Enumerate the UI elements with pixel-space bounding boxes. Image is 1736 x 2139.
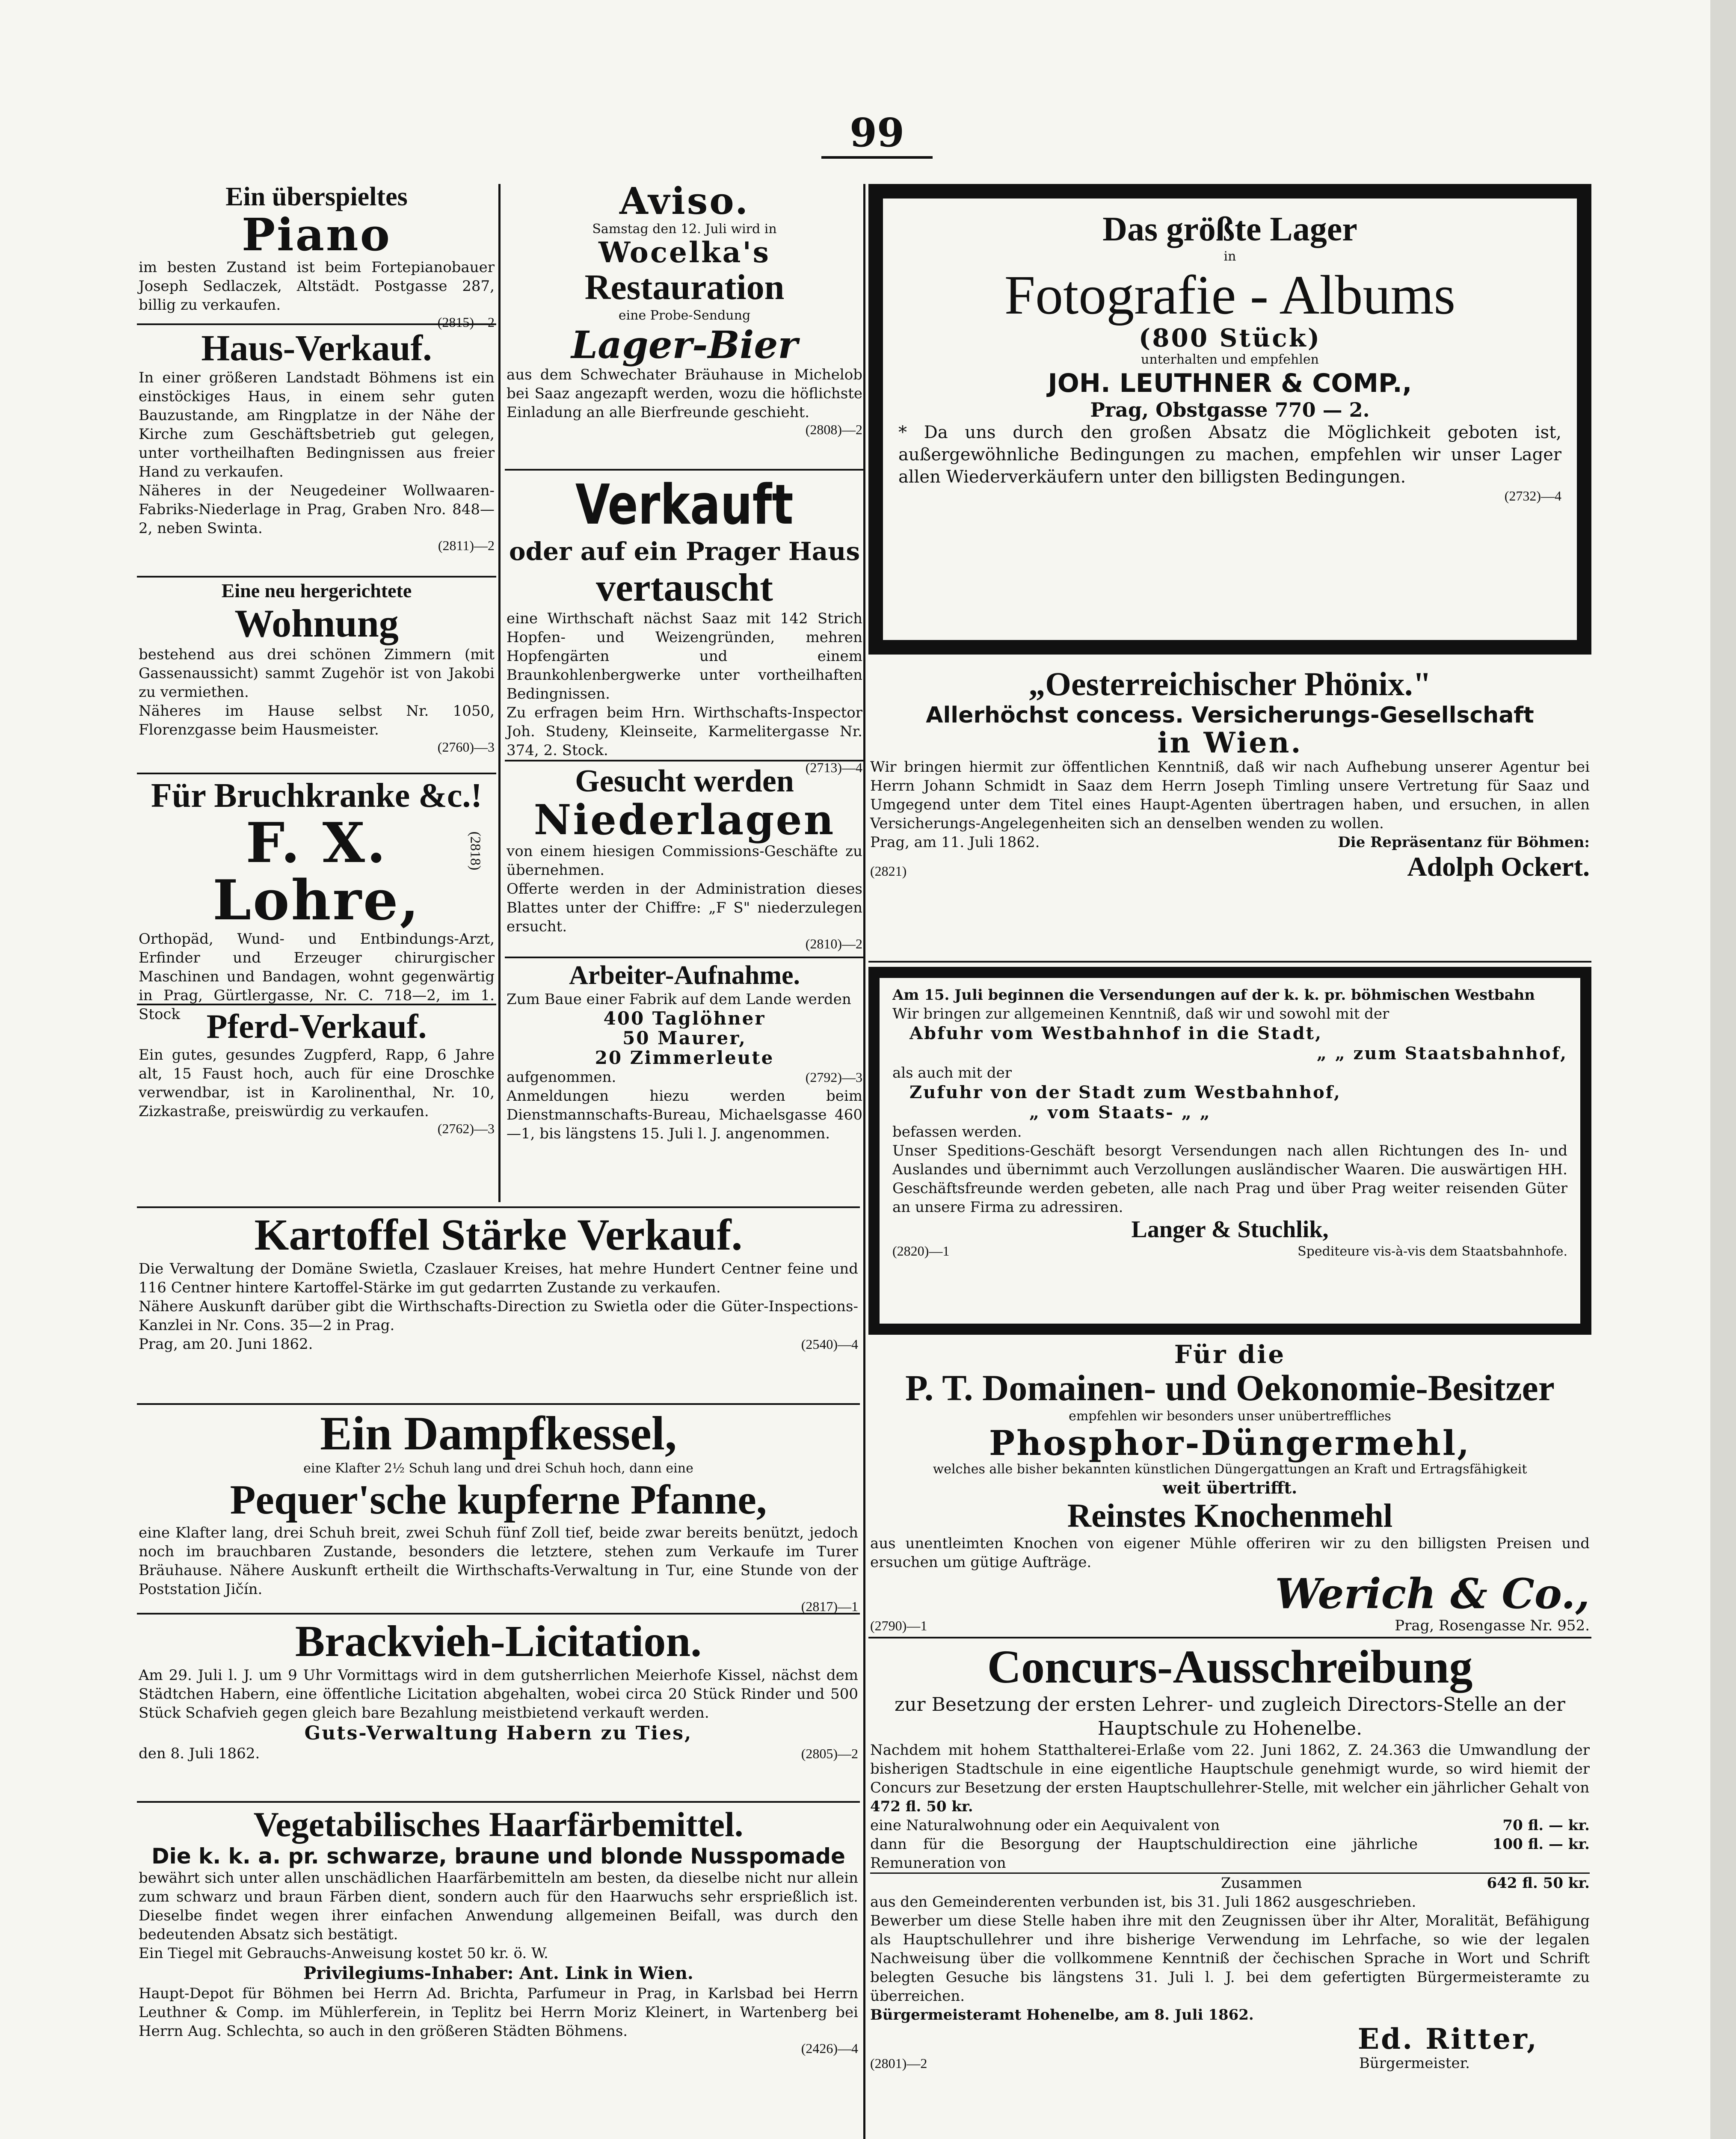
ad-concurs-sig: Ed. Ritter, [1357,2022,1538,2056]
ad-phosphor-line2: empfehlen wir besonders unser unübertreffliches [1069,1409,1391,1424]
ad-phosphor-title3: Reinstes Knochenmehl [1067,1497,1393,1535]
ad-lohre [137,774,496,1023]
ad-kartoffel-title: Kartoffel Stärke Verkauf. [254,1210,743,1259]
ad-kartoffel-date: Prag, am 20. Juni 1862. [139,1336,313,1353]
ad-verkauft-title2: vertauscht [596,566,773,609]
ad-phosphor-addr: Prag, Rosengasse Nr. 952. [1395,1617,1590,1635]
ad-aviso-ref: (2808)—2 [805,421,862,437]
ad-phoenix-sig: Adolph Ockert. [1407,851,1590,882]
column-divider-left [498,184,501,1202]
ad-haar-line1: Ein Tiegel mit Gebrauchs-Anweisung kostet 50 kr. ö. W. [139,1945,548,1962]
ad-kartoffel-ref: (2540)—4 [801,1336,858,1352]
ad-phoenix-title2: Allerhöchst concess. Versicherungs-Gesellschaft [926,702,1534,728]
ad-verkauft [505,471,864,776]
ad-concurs-a2: 70 fl. — kr. [1502,1817,1590,1834]
ad-piano-title: Piano [241,208,392,261]
ad-foto-count: (800 Stück) [1138,323,1321,353]
ad-wohnung [137,578,496,774]
ad-phoenix-ref: (2821) [870,863,907,879]
ad-aviso-title2: Restauration [584,267,785,307]
ad-lohre-title: F. X. Lohre, [213,811,421,933]
ad-arbeiter-l3: 20 Zimmerleute [595,1047,774,1069]
ad-dampfkessel [137,1405,860,1615]
ad-aviso-title: Aviso. [619,180,750,223]
ad-phoenix-text: Wir bringen hiermit zur öffentlichen Kenntniß, daß wir nach Aufhebung unserer Agentur bei Herrn Johann Schmidt in Saaz dem Herrn Joseph Timling unsere Vertretung für Saaz und Umgegend unter dem Titel eines Haupt-Agenten übertragen haben, und ersuchen, in allen Versicherungs-Angelegenheiten sich an denselben wenden zu wollen. [870,758,1590,832]
ad-bahn-line4: befassen werden. [892,1123,1022,1141]
ad-wohnung-title: Wohnung [234,601,399,645]
ad-kartoffel-text: Die Verwaltung der Domäne Swietla, Czaslauer Kreises, hat mehre Hundert Centner feine und 116 Centner hintere Kartoffel-Stärke im gut gedarrten Zustande zu verkaufen. [139,1260,858,1297]
ad-haar-title2: Die k. k. a. pr. schwarze, braune und blonde Nusspomade [151,1844,845,1869]
ad-haar-title: Vegetabilisches Haarfärbemittel. [253,1805,744,1844]
ad-lohre-side-ref: (2818) [467,831,483,871]
ad-arbeiter-text: Anmeldungen hiezu werden beim Dienstmannschafts-Bureau, Michaelsgasse 460—1, bis längstens 15. Juli l. J. angenommen. [507,1087,862,1143]
ad-verkauft-text: eine Wirthschaft nächst Saaz mit 142 Strich Hopfen- und Weizengründen, mehren Hopfengärten und einem Braunkohlenbergwerke unter vortheilhaften Bedingnissen. [507,610,862,703]
ad-haar-line2: Privilegiums-Inhaber: Ant. Link in Wien. [303,1963,693,1984]
ad-haus-verkauf [137,325,496,578]
ad-pferd-title: Pferd-Verkauf. [206,1008,427,1046]
ad-phosphor-text2: aus unentleimten Knochen von eigener Mühle offeriren wir zu den billigsten Preisen und ersuchen um gütige Aufträge. [870,1535,1590,1571]
ad-phoenix-title3: in Wien. [1157,726,1303,759]
ad-arbeiter-title: Arbeiter-Aufnahme. [569,961,800,990]
wide-left-block [137,1206,860,2139]
ad-concurs-title: Concurs-Ausschreibung [987,1641,1473,1693]
ad-phosphor-ref: (2790)—1 [870,1618,927,1634]
ad-piano [137,180,496,330]
ad-haus-ref: (2811)—2 [438,537,495,553]
page-number: 99 [821,109,933,159]
ad-phosphor-line1: Für die [1174,1340,1286,1369]
ad-phosphor-text: welches alle bisher bekannten künstlichen Düngergattungen an Kraft und Ertragsfähigkeit [933,1462,1527,1477]
ad-phosphor-title2: Phosphor-Düngermehl, [989,1423,1471,1464]
ad-concurs-text2: aus den Gemeinderenten verbunden ist, bis 31. Juli 1862 ausgeschrieben. [870,1893,1416,1911]
ad-piano-line1: Ein überspieltes [225,182,408,211]
ad-wohnung-text: bestehend aus drei schönen Zimmern (mit Gassenaussicht) sammt Zugehör ist von Jakobi zu vermiethen. [139,646,495,701]
ad-haus-title: Haus-Verkauf. [201,327,432,368]
ad-bahn-sig: Langer & Stuchlik, [1131,1216,1329,1243]
ad-wohnung-text2: Näheres im Hause selbst Nr. 1050, Florenzgasse beim Hausmeister. [139,702,495,738]
ad-aviso [505,180,864,471]
ad-concurs-text: Nachdem mit hohem Statthalterei-Erlaße vom 22. Juni 1862, Z. 24.363 die Umwandlung der bisherigen Stadtschule in eine eigentliche Hauptschule genehmigt wurde, so wird hiemit der Concurs zur Besetzung der ersten Hauptschullehrer-Stelle, mit welcher ein jährlicher Gehalt von [870,1742,1590,1796]
ad-kartoffel [137,1208,860,1405]
ad-verkauft-text2: Zu erfragen beim Hrn. Wirthschafts-Inspector Joh. Studeny, Kleinseite, Karmelitergasse Nr. 374, 2. Stock. [507,704,862,759]
ad-concurs [868,1638,1591,2139]
ad-bahn-b2: „ „ zum Staatsbahnhof, [1316,1043,1567,1064]
ad-aviso-name: Wocelka's [598,236,770,270]
ad-concurs-sub: Bürgermeister. [1359,2055,1470,2072]
ad-pferd-ref: (2762)—3 [437,1121,495,1136]
ad-concurs-date: Bürgermeisteramt Hohenelbe, am 8. Juli 1862. [870,2006,1254,2023]
ad-dampf-text: eine Klafter lang, drei Schuh breit, zwei Schuh fünf Zoll tief, beide zwar bereits benützt, jedoch noch im brauchbaren Zustande, besonders die letztere, stehen zum Verkaufe im Turer Bräuhause. Nähere Auskunft ertheilt die Wirthschafts-Verwaltung in Tur, eine Stunde von der Poststation Jičín. [139,1524,858,1598]
ad-concurs-text3: Bewerber um diese Stelle haben ihre mit den Zeugnissen über ihr Alter, Moralität, Befähigung als Hauptschullehrer und ihre bisherige Verwendung im Lehrfache, so wie der legalen Nachweisung über die vollkommene Kenntniß der čechischen Sprache in Wort und Schrift belegten Gesuche bis längstens 31. Juli l. J. bei dem gefertigten Bürgermeisteramte zu überreichen. [870,1912,1590,2005]
ad-concurs-ref: (2801)—2 [870,2056,927,2071]
ad-phoenix-line1: Die Repräsentanz für Böhmen: [1338,834,1590,851]
page-edge [1710,0,1736,2139]
ad-gesucht-ref: (2810)—2 [805,936,862,952]
ad-aviso-line2: eine Probe-Sendung [618,308,751,323]
ad-gesucht-text: von einem hiesigen Commissions-Geschäfte zu übernehmen. [507,843,862,879]
ad-wohnung-line1: Eine neu hergerichtete [221,580,412,601]
ad-haus-text: In einer größeren Landstadt Böhmens ist ein einstöckiges Haus, in einem sehr guten Bauzustande, am Ringplatze in der Nähe der Kirche zum Geschäftsbetrieb gut gelegen, unter vortheilhaften Bedingnissen aus freier Hand zu verkaufen. [139,369,495,480]
column-right [868,180,1591,2139]
ad-gesucht-title2: Niederlagen [533,796,835,844]
ad-bahn-line2: Wir bringen zur allgemeinen Kenntniß, daß wir und sowohl mit der [892,1005,1389,1022]
ad-bahn-line3: als auch mit der [892,1064,1012,1081]
ad-concurs-t3: dann für die Besorgung der Hauptschuldirection eine jährliche Remuneration von [870,1836,1418,1872]
ad-pferd [137,1005,496,1185]
ad-concurs-t4: Zusammen [1221,1875,1302,1892]
ad-foto-line1: Das größte Lager [1102,210,1357,248]
ad-verkauft-title: Verkauft [575,473,794,537]
ad-haar-text2: Haupt-Depot für Böhmen bei Herrn Ad. Brichta, Parfumeur in Prag, in Karlsbad bei Herrn Leuthner & Comp. im Mühlerferein, in Teplitz bei Herrn Moriz Kleinert, in Wartenberg bei Herrn Aug. Schlechta, so auch in den größeren Städten Böhmens. [139,1985,858,2040]
ad-phosphor [868,1339,1591,1638]
ad-foto-line3: unterhalten und empfehlen [1141,352,1319,367]
ad-aviso-title3: Lager-Bier [571,322,798,367]
ad-bahn-b4: „ vom Staats- „ „ [1029,1102,1211,1123]
ad-gesucht-title: Gesucht werden [575,764,794,799]
ad-concurs-a1: 472 fl. 50 kr. [870,1798,973,1815]
ad-lohre-text: Orthopäd, Wund- und Entbindungs-Arzt, Erfinder und Erzeuger chirurgischer Maschinen und Bandagen, wohnt gegenwärtig in Prag, Gürtlergasse, Nr. C. 718—2, im 1. Stock [139,930,495,1023]
ad-aviso-text: aus dem Schwechater Bräuhause in Michelob bei Saaz angezapft werden, wozu die höflichste Einladung an alle Bierfreunde geschieht. [507,366,862,421]
ad-lohre-line1: Für Bruchkranke &c.! [151,777,483,815]
ad-arbeiter [505,958,864,1159]
ad-concurs-line1: zur Besetzung der ersten Lehrer- und zugleich Directors-Stelle an der Hauptschule zu Hohenelbe. [895,1694,1565,1739]
ad-phosphor-line3: weit übertrifft. [1162,1478,1298,1498]
ad-foto-firm: JOH. LEUTHNER & COMP., [1048,368,1412,398]
ad-kartoffel-text2: Nähere Auskunft darüber gibt die Wirthschafts-Direction zu Swietla oder die Güter-Inspections-Kanzlei in Nr. Cons. 35—2 in Prag. [139,1298,858,1334]
ad-phoenix-title: „Oesterreichischer Phönix." [1028,665,1431,702]
ad-verkauft-ref: (2713)—4 [805,760,862,776]
ad-dampf-title2: Pequer'sche kupferne Pfanne, [230,1477,767,1523]
ad-westbahn [868,967,1591,1335]
ad-pferd-text: Ein gutes, gesundes Zugpferd, Rapp, 6 Jahre alt, 15 Faust hoch, auch für eine Droschke verwendbar, ist in Karolinenthal, Nr. 10, Zizkastraße, preiswürdig zu verkaufen. [139,1046,495,1120]
ad-concurs-t2: eine Naturalwohnung oder ein Aequivalent von [870,1817,1220,1834]
ad-fotografie-albums [868,184,1591,655]
ad-arbeiter-line1: Zum Baue einer Fabrik auf dem Lande werden [507,991,851,1008]
ad-haarfaerbemittel [137,1803,860,2139]
ad-wohnung-ref: (2760)—3 [437,739,495,755]
ad-haus-text2: Näheres in der Neugedeiner Wollwaaren-Fabriks-Niederlage in Prag, Graben Nro. 848—2, neben Swinta. [139,482,495,537]
ad-foto-addr: Prag, Obstgasse 770 — 2. [1090,398,1370,421]
ad-phoenix [868,663,1591,963]
ad-arbeiter-l2: 50 Maurer, [622,1028,747,1049]
column-left [137,180,496,1206]
ad-gesucht [505,761,864,958]
ad-concurs-a4: 642 fl. 50 kr. [1487,1875,1590,1892]
ad-dampf-line1: eine Klafter 2½ Schuh lang und drei Schuh hoch, dann eine [303,1461,693,1476]
ad-phosphor-sig: Werich & Co., [1275,1570,1590,1618]
ad-aviso-line1: Samstag den 12. Juli wird in [592,222,777,237]
ad-arbeiter-ref: (2792)—3 [805,1070,862,1085]
ad-bahn-b3: Zufuhr von der Stadt zum Westbahnhof, [909,1082,1341,1102]
ad-concurs-a3: 100 fl. — kr. [1492,1836,1590,1853]
ad-arbeiter-line2: aufgenommen. [507,1069,616,1086]
ad-bahn-ref: (2820)—1 [892,1243,950,1259]
ad-foto-ref: (2732)—4 [1504,488,1561,504]
column-middle [505,180,864,1206]
ad-bahn-sub: Spediteure vis-à-vis dem Staatsbahnhofe. [1298,1244,1567,1259]
ad-phosphor-title: P. T. Domainen- und Oekonomie-Besitzer [905,1367,1555,1408]
ad-brackvieh [137,1615,860,1803]
ad-phoenix-date: Prag, am 11. Juli 1862. [870,834,1040,851]
ad-piano-ref: (2815)—2 [437,314,495,330]
ad-brack-sig: Guts-Verwaltung Habern zu Ties, [304,1722,693,1745]
ad-brack-ref: (2805)—2 [801,1746,858,1762]
ad-arbeiter-l1: 400 Taglöhner [603,1008,766,1029]
ad-dampf-ref: (2817)—1 [801,1598,858,1614]
ad-piano-text: im besten Zustand ist beim Fortepianobauer Joseph Sedlaczek, Altstädt. Postgasse 287, billig zu verkaufen. [139,259,495,314]
ad-brack-text: Am 29. Juli l. J. um 9 Uhr Vormittags wird in dem gutsherrlichen Meierhofe Kissel, nächst dem Städtchen Habern, eine öffentliche Licitation abgehalten, wobei circa 20 Stück Rinder und 500 Stück Schafvieh gegen gleich bare Bezahlung meistbietend verkauft werden. [139,1667,858,1722]
ad-foto-line2: in [1223,249,1236,264]
ad-brack-date: den 8. Juli 1862. [139,1745,260,1763]
ad-bahn-text: Unser Speditions-Geschäft besorgt Versendungen nach allen Richtungen des In- und Auslandes und übernimmt auch Verzollungen ausländischer Waaren. Die auswärtigen HH. Geschäftsfreunde werden gebeten, alle nach Prag und über Prag weiter reisenden Güter an unsere Firma zu adressiren. [892,1142,1567,1216]
ad-dampf-title: Ein Dampfkessel, [320,1407,677,1460]
ad-foto-text: * Da uns durch den großen Absatz die Möglichkeit geboten ist, außergewöhnliche Bedingungen zu machen, empfehlen wir unser Lager allen Wiederverkäufern unter den billigsten Bedingungen. [898,422,1561,487]
ad-verkauft-line1: oder auf ein Prager Haus [509,537,860,566]
ad-brack-title: Brackvieh-Licitation. [295,1617,702,1666]
ad-foto-title: Fotografie - Albums [1004,264,1456,326]
ad-haar-text: bewährt sich unter allen unschädlichen Haarfärbemitteln am besten, da dieselbe nicht nur allein zum schwarz und braun Färben dient, sondern auch für den Haarwuchs sehr ersprießlich ist. Dieselbe findet wegen ihrer einfachen Anwendung allgemeinen Beifall, was durch den bedeutenden Absatz sich bestätigt. [139,1869,858,1943]
ad-bahn-line1: Am 15. Juli beginnen die Versendungen auf der k. k. pr. böhmischen Westbahn [892,987,1535,1004]
ad-gesucht-text2: Offerte werden in der Administration dieses Blattes unter der Chiffre: „F S" niederzulegen ersucht. [507,880,862,936]
ad-bahn-b1: Abfuhr vom Westbahnhof in die Stadt, [909,1023,1322,1043]
ad-haar-ref: (2426)—4 [801,2041,858,2056]
